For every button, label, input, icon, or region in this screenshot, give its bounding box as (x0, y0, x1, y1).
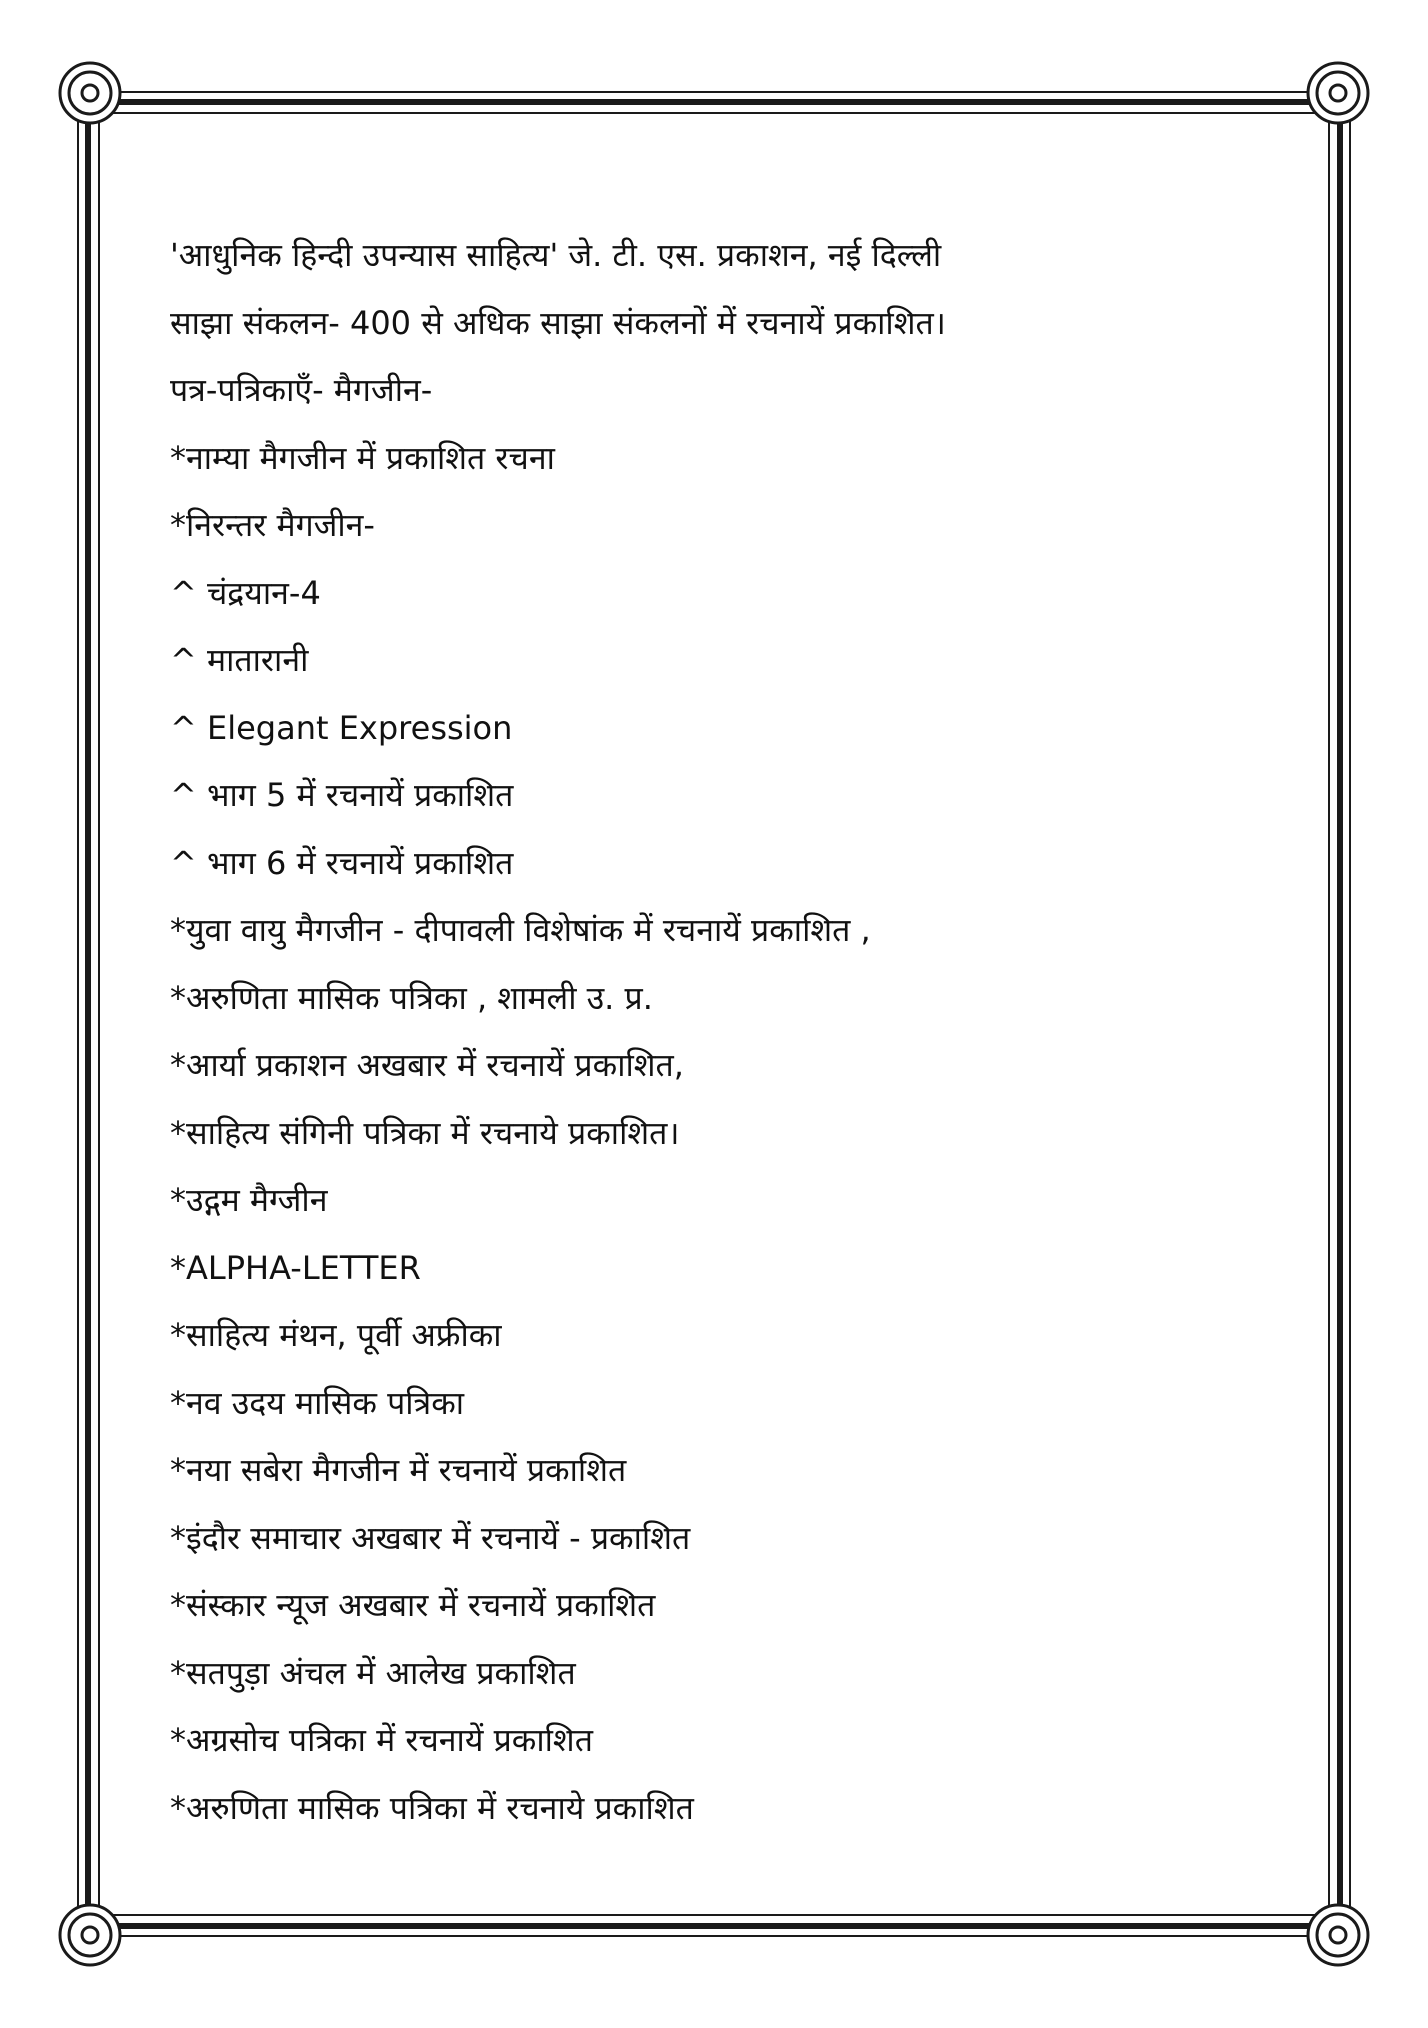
publication-list (170, 222, 1290, 1842)
text-line: साझा संकलन- 400 से अधिक साझा संकलनों में रचनायें प्रकाशित। (170, 303, 946, 342)
list-item: *आर्या प्रकाशन अखबार में रचनायें प्रकाशित, (170, 1046, 684, 1084)
text-line: 'आधुनिक हिन्दी उपन्यास साहित्य' जे. टी. एस. प्रकाशन, नई दिल्ली (170, 236, 942, 274)
list-item: *उद्गम मैग्जीन (170, 1181, 328, 1219)
list-item: *ALPHA-LETTER (170, 1248, 421, 1287)
list-item: *अरुणिता मासिक पत्रिका , शामली उ. प्र. (170, 978, 653, 1017)
sub-list-item: ^ भाग 5 में रचनायें प्रकाशित (170, 776, 514, 814)
list-item: *अरुणिता मासिक पत्रिका में रचनाये प्रकाशित (170, 1788, 694, 1827)
sub-list-item: ^ चंद्रयान-4 (170, 573, 321, 612)
list-item: *अग्रसोच पत्रिका में रचनायें प्रकाशित (170, 1721, 593, 1759)
list-item: *संस्कार न्यूज अखबार में रचनायें प्रकाशित (170, 1586, 656, 1624)
corner-ornament-bottom-right (1308, 1905, 1368, 1965)
corner-ornament-top-left (60, 63, 120, 123)
list-item: *निरन्तर मैगजीन- (170, 506, 375, 544)
list-item: *नाम्या मैगजीन में प्रकाशित रचना (170, 438, 555, 477)
list-item: *साहित्य संगिनी पत्रिका में रचनाये प्रकाशित। (170, 1113, 680, 1152)
list-item: *नया सबेरा मैगजीन में रचनायें प्रकाशित (170, 1451, 627, 1489)
list-item: *सतपुड़ा अंचल में आलेख प्रकाशित (170, 1653, 576, 1692)
text-line: पत्र-पत्रिकाएँ- मैगजीन- (170, 371, 433, 409)
list-item: *नव उदय मासिक पत्रिका (170, 1383, 465, 1422)
corner-ornament-bottom-left (60, 1905, 120, 1965)
list-item: *साहित्य मंथन, पूर्वी अफ्रीका (170, 1316, 502, 1354)
list-item: *युवा वायु मैगजीन - दीपावली विशेषांक में रचनायें प्रकाशित , (170, 911, 871, 949)
sub-list-item: ^ मातारानी (170, 641, 309, 679)
list-item: *इंदौर समाचार अखबार में रचनायें - प्रकाशित (170, 1518, 691, 1557)
sub-list-item: ^ भाग 6 में रचनायें प्रकाशित (170, 843, 514, 882)
sub-list-item: ^ Elegant Expression (170, 708, 513, 747)
corner-ornament-top-right (1308, 63, 1368, 123)
